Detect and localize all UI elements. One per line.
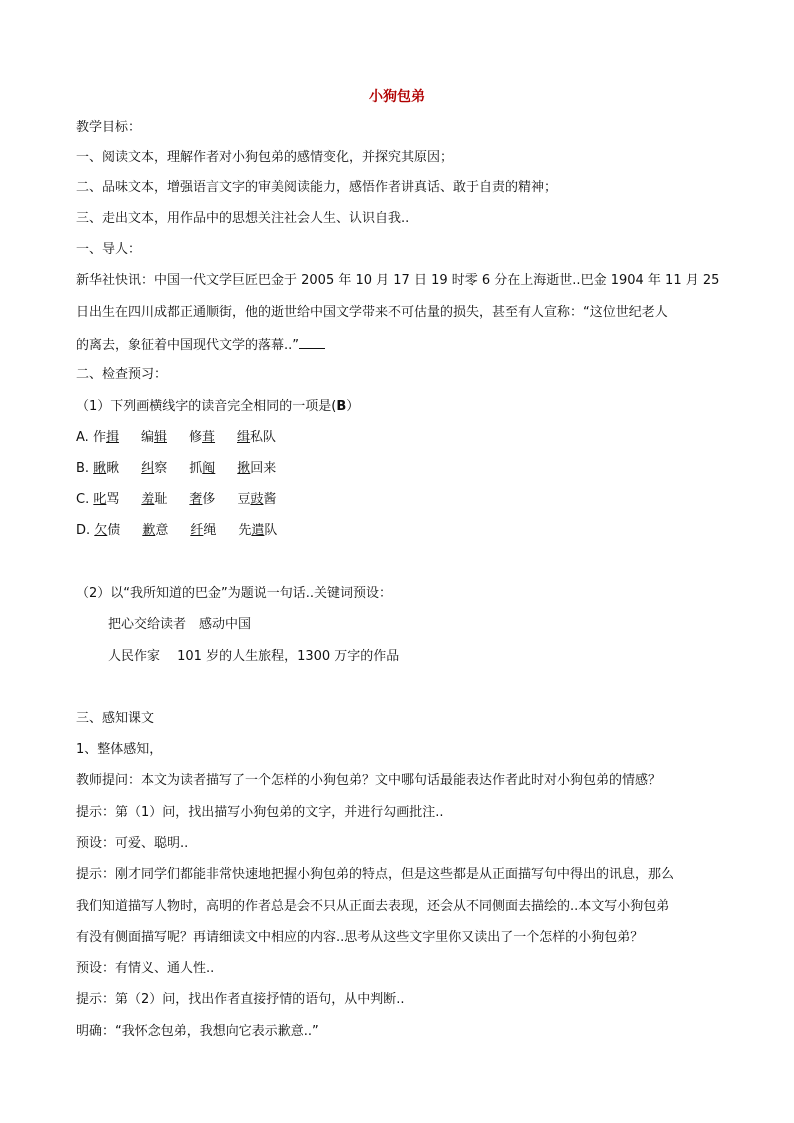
option-word: 瞅瞅 (93, 461, 120, 476)
option-word: 欠债 (94, 523, 121, 538)
option-word: 揪回来 (237, 461, 277, 476)
hint-2-line-2: 我们知道描写人物时，高明的作者总是会不只从正面去表现，还会从不同侧面去描绘的..本文写小狗包弟 (76, 899, 670, 914)
goals-heading: 教学目标： (76, 120, 142, 135)
preset-1: 预设：可爱、聪明.. (76, 836, 189, 851)
question-2: （2）以“我所知道的巴金”为题说一句话..关键词预设： (76, 586, 393, 601)
option-word: 修葺 (189, 430, 216, 445)
option-word: 歉意 (142, 523, 169, 538)
intro-heading: 一、导人： (76, 242, 142, 257)
clarification: 明确：“我怀念包弟，我想向它表示歉意..” (76, 1024, 319, 1039)
intro-line-3 (76, 336, 325, 354)
hint-2-line-3: 有没有侧面描写呢？再请细读文中相应的内容..思考从这些文字里你又读出了一个怎样的小狗包弟？ (76, 930, 644, 945)
option-word: 纠察 (141, 461, 168, 476)
option-word: 豆豉酱 (237, 492, 277, 507)
hint-1: 提示：第（1）问，找出描写小狗包弟的文字，并进行勾画批注.. (76, 805, 444, 820)
intro-line-1: 新华社快讯：中国一代文学巨匠巴金于 2005 年 10 月 17 日 19 时零 6 分在上海逝世..巴金 1904 年 11 月 25 (76, 273, 720, 288)
document-title: 小狗包弟 (369, 89, 425, 105)
option-word: 羞耻 (141, 492, 168, 507)
section-3-heading: 三、感知课文 (76, 711, 155, 726)
preview-heading: 二、检查预习： (76, 367, 168, 382)
option-b (76, 461, 298, 477)
question-1-close: ） (346, 399, 360, 414)
question-1-text: （1）下列画横线字的读音完全相同的一项是( (76, 399, 337, 414)
goal-3: 三、走出文本，用作品中的思想关注社会人生、认识自我.. (76, 211, 410, 226)
teacher-question: 教师提问：本文为读者描写了一个怎样的小狗包弟？文中哪句话最能表达作者此时对小狗包弟的情感？ (76, 773, 662, 788)
option-word: 叱骂 (93, 492, 120, 507)
option-word: 先遣队 (238, 523, 278, 538)
option-word: 奢侈 (189, 492, 216, 507)
option-label: B. (76, 461, 94, 476)
answer-blank (299, 336, 325, 349)
subsection-1: 1、整体感知， (76, 742, 163, 757)
option-label: C. (76, 492, 94, 507)
option-word: 纤绳 (190, 523, 217, 538)
option-word: 缉私队 (237, 430, 277, 445)
goal-2: 二、品味文本，增强语言文字的审美阅读能力，感悟作者讲真话、敢于自责的精神； (76, 180, 558, 195)
intro-line-3-text: 的离去，象征着中国现代文学的落幕..” (76, 338, 299, 353)
option-a (76, 430, 298, 446)
hint-3: 提示：第（2）问，找出作者直接抒情的语句，从中判断.. (76, 992, 405, 1007)
option-d (76, 523, 299, 539)
keywords-1: 把心交给读者 感动中国 (108, 617, 252, 632)
option-word: 作揖 (92, 430, 119, 445)
hint-2-line-1: 提示：刚才同学们都能非常快速地把握小狗包弟的特点，但是这些都是从正面描写句中得出的讯息，那么 (76, 867, 675, 882)
keywords-2: 人民作家 101 岁的人生旅程，1300 万字的作品 (108, 649, 400, 664)
question-1-answer: B (336, 399, 347, 414)
option-label: A. (76, 430, 93, 445)
option-word: 抓阄 (189, 461, 216, 476)
intro-line-2: 日出生在四川成都正通顺街，他的逝世给中国文学带来不可估量的损失，甚至有人宣称：“这位世纪老人 (76, 305, 668, 320)
preset-2: 预设：有情义、通人性.. (76, 961, 215, 976)
option-label: D. (76, 523, 95, 538)
question-1 (76, 399, 359, 415)
option-c (76, 492, 298, 508)
goal-1: 一、阅读文本，理解作者对小狗包弟的感情变化，并探究其原因； (76, 150, 454, 165)
option-word: 编辑 (140, 430, 167, 445)
